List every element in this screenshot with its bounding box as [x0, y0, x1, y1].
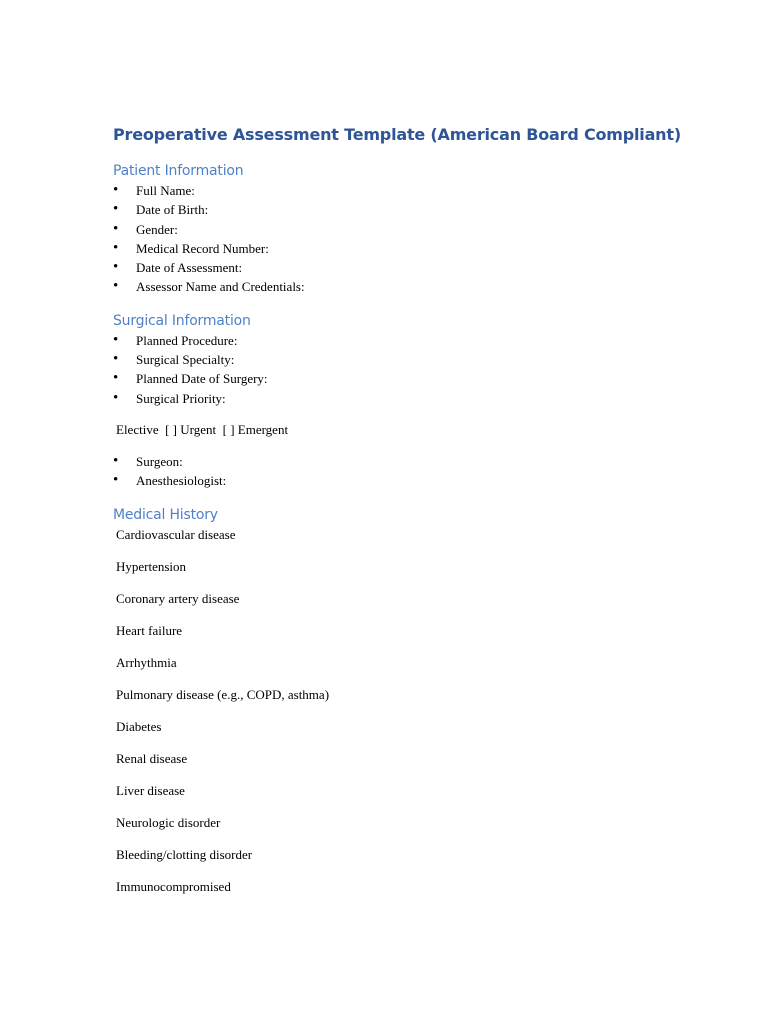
medical-history-item: Immunocompromised: [116, 878, 231, 894]
list-item-label: Anesthesiologist:: [136, 473, 227, 489]
list-item-label: Surgical Priority:: [136, 390, 226, 406]
bullet-icon: •: [113, 278, 119, 295]
medical-history-item: Renal disease: [116, 750, 188, 766]
bullet-icon: •: [113, 331, 119, 348]
patient-information-list: [113, 181, 713, 297]
list-item: [113, 369, 713, 388]
list-item: [113, 181, 713, 200]
list-item: [113, 471, 713, 490]
medical-history-list: [113, 525, 713, 909]
bullet-icon: •: [113, 452, 119, 469]
bullet-icon: •: [113, 201, 119, 218]
bullet-icon: •: [113, 370, 119, 387]
list-item: [113, 239, 713, 258]
medical-history-item: Hypertension: [116, 558, 187, 574]
list-item-label: Date of Birth:: [136, 202, 209, 218]
medical-history-item: Bleeding/clotting disorder: [116, 846, 253, 862]
list-item-label: Surgeon:: [136, 453, 183, 469]
list-item: [113, 277, 713, 296]
list-item-label: Gender:: [136, 221, 178, 237]
medical-history-item: Neurologic disorder: [116, 814, 221, 830]
bullet-icon: •: [113, 220, 119, 237]
bullet-icon: •: [113, 472, 119, 489]
list-item: [113, 350, 713, 369]
surgical-information-list: [113, 331, 713, 408]
list-item: [113, 389, 713, 408]
medical-history-item: Coronary artery disease: [116, 590, 240, 606]
list-item: [113, 331, 713, 350]
medical-history-item: Cardiovascular disease: [116, 526, 236, 542]
bullet-icon: •: [113, 182, 119, 198]
medical-history-item: Arrhythmia: [116, 654, 177, 670]
surgical-team-list: [113, 452, 713, 491]
document-title: Preoperative Assessment Template (American Board Compliant): [113, 125, 681, 144]
list-item-label: Assessor Name and Credentials:: [136, 279, 305, 295]
list-item: [113, 452, 713, 471]
list-item-label: Surgical Specialty:: [136, 352, 235, 368]
list-item-label: Planned Date of Surgery:: [136, 371, 268, 387]
bullet-icon: •: [113, 351, 119, 368]
list-item-label: Full Name:: [136, 183, 195, 198]
surgical-priority-options: Elective [ ] Urgent [ ] Emergent: [116, 421, 289, 437]
list-item: [113, 200, 713, 219]
document-body: [113, 124, 713, 909]
list-item: [113, 220, 713, 239]
list-item: [113, 258, 713, 277]
medical-history-item: Heart failure: [116, 622, 183, 638]
section-heading-medical-history: Medical History: [113, 506, 218, 523]
list-item-label: Date of Assessment:: [136, 260, 243, 276]
bullet-icon: •: [113, 239, 119, 256]
medical-history-item: Diabetes: [116, 718, 162, 734]
list-item-label: Medical Record Number:: [136, 240, 269, 256]
list-item-label: Planned Procedure:: [136, 332, 238, 348]
section-heading-patient-information: Patient Information: [113, 163, 244, 179]
bullet-icon: •: [113, 389, 119, 406]
bullet-icon: •: [113, 259, 119, 276]
medical-history-item: Pulmonary disease (e.g., COPD, asthma): [116, 686, 330, 702]
medical-history-item: Liver disease: [116, 782, 185, 798]
section-heading-surgical-information: Surgical Information: [113, 312, 251, 329]
